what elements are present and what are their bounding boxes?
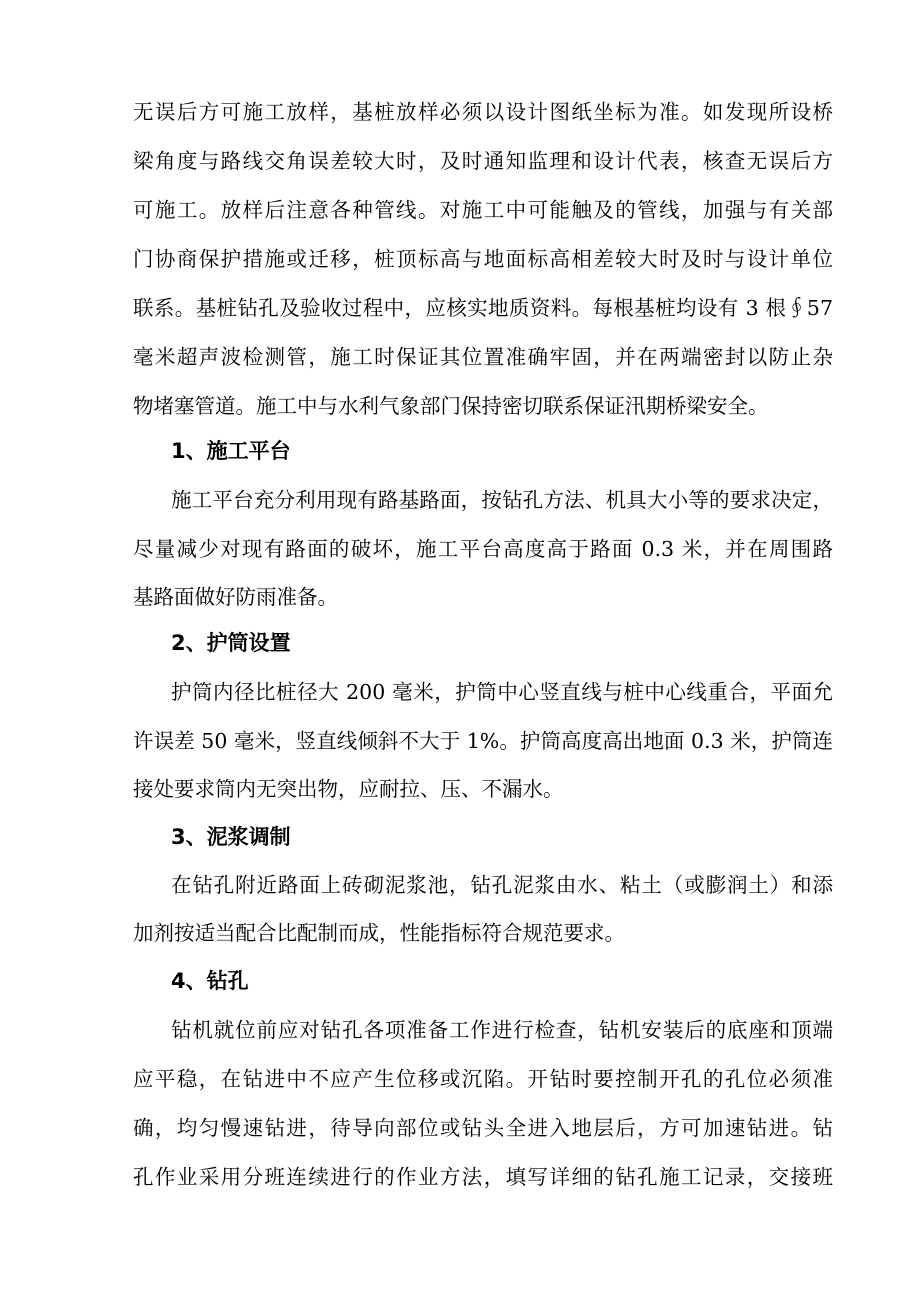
body-text-line: 应平稳，在钻进中不应产生位移或沉陷。开钻时要控制开孔的孔位必须准 bbox=[133, 1067, 833, 1091]
body-text-line: 门协商保护措施或迁移，桩顶标高与地面标高相差较大时及时与设计单位 bbox=[133, 247, 833, 271]
section-heading: 4、钻孔 bbox=[171, 969, 249, 993]
body-text-line: 毫米超声波检测管，施工时保证其位置准确牢固，并在两端密封以防止杂 bbox=[133, 345, 833, 369]
body-text-line: 尽量减少对现有路面的破坏，施工平台高度高于路面 0.3 米，并在周围路 bbox=[133, 537, 833, 561]
body-text-line: 孔作业采用分班连续进行的作业方法，填写详细的钻孔施工记录，交接班 bbox=[133, 1165, 833, 1189]
body-text-line: 物堵塞管道。施工中与水利气象部门保持密切联系保证汛期桥梁安全。 bbox=[133, 394, 769, 418]
body-text-line: 确，均匀慢速钻进，待导向部位或钻头全进入地层后，方可加速钻进。钻 bbox=[133, 1116, 833, 1140]
body-text-line: 加剂按适当配合比配制而成，性能指标符合规范要求。 bbox=[133, 921, 625, 945]
body-text-line: 无误后方可施工放样，基桩放样必须以设计图纸坐标为准。如发现所设桥 bbox=[133, 100, 833, 124]
section-heading: 1、施工平台 bbox=[171, 439, 291, 463]
section-heading: 2、护筒设置 bbox=[171, 631, 291, 655]
body-text-line: 基路面做好防雨准备。 bbox=[133, 585, 338, 609]
body-text-line: 可施工。放样后注意各种管线。对施工中可能触及的管线，加强与有关部 bbox=[133, 198, 833, 222]
body-text-line: 在钻孔附近路面上砖砌泥浆池，钻孔泥浆由水、粘土（或膨润土）和添 bbox=[171, 873, 833, 897]
body-text-line: 接处要求筒内无突出物，应耐拉、压、不漏水。 bbox=[133, 777, 564, 801]
body-text-line: 联系。基桩钻孔及验收过程中，应核实地质资料。每根基桩均设有 3 根∮57 bbox=[133, 296, 833, 320]
body-text-line: 钻机就位前应对钻孔各项准备工作进行检查，钻机安装后的底座和顶端 bbox=[171, 1018, 833, 1042]
body-text-line: 许误差 50 毫米，竖直线倾斜不大于 1%。护筒高度高出地面 0.3 米，护筒连 bbox=[133, 729, 833, 753]
section-heading: 3、泥浆调制 bbox=[171, 825, 291, 849]
body-text-line: 梁角度与路线交角误差较大时，及时通知监理和设计代表，核查无误后方 bbox=[133, 149, 833, 173]
body-text-line: 护筒内径比桩径大 200 毫米，护筒中心竖直线与桩中心线重合，平面允 bbox=[171, 680, 833, 704]
body-text-line: 施工平台充分利用现有路基路面，按钻孔方法、机具大小等的要求决定， bbox=[171, 488, 833, 512]
